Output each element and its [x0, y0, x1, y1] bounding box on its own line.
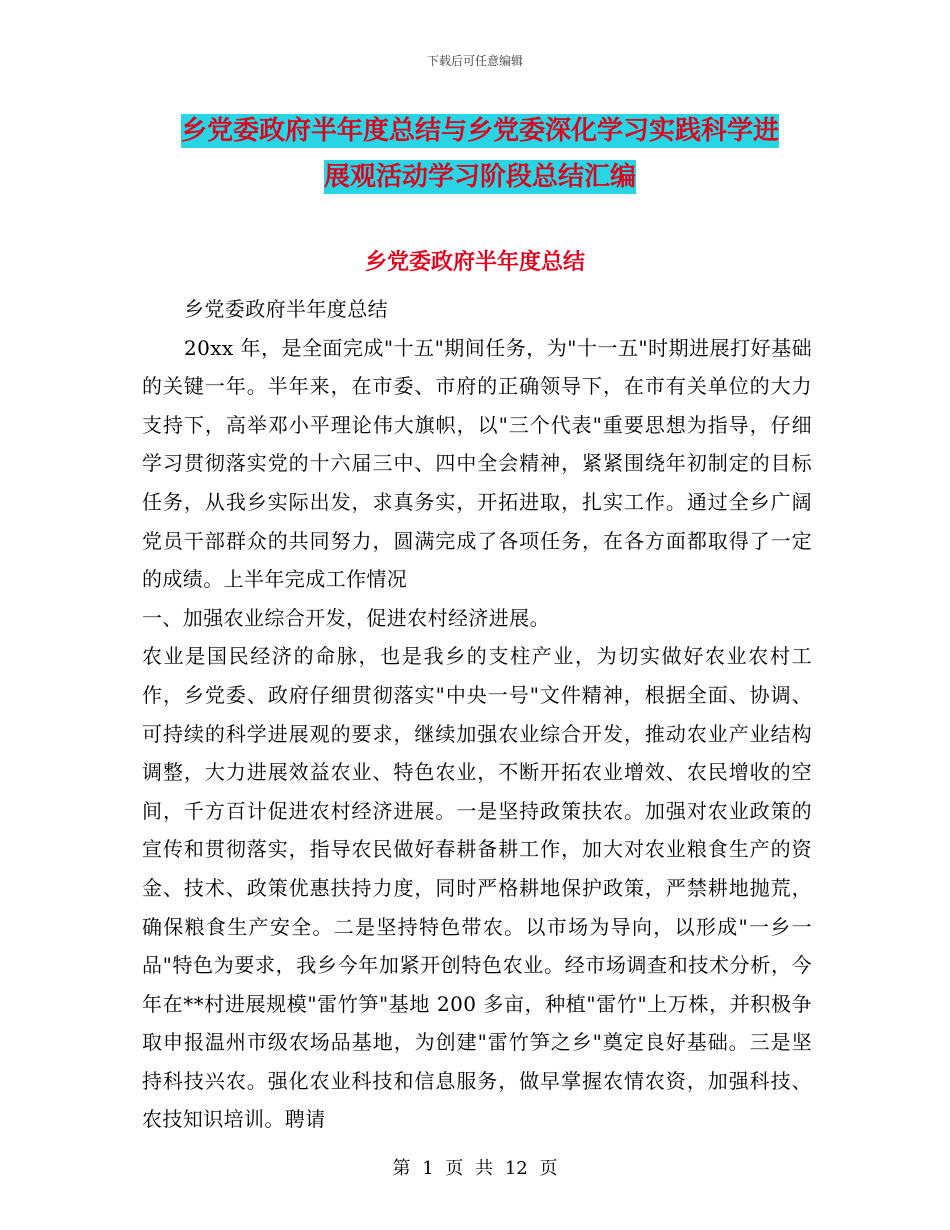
- body-subtitle: 乡党委政府半年度总结: [184, 297, 388, 321]
- body-paragraph: 20xx 年，是全面完成"十五"期间任务，为"十一五"时期进展打好基础的关键一年。半年来，在市委、市府的正确领导下，在市有关单位的大力支持下，高举邓小平理论伟大旗帜，以"三个代表"重要思想为指导，仔细学习贯彻落实党的十六届三中、四中全会精神，紧紧围绕年初制定的目标任务，从我乡实际出发，求真务实，开拓进取，扎实工作。通过全乡广阔党员干部群众的共同努力，圆满完成了各项任务，在各方面都取得了一定的成绩。上半年完成工作情况: [142, 335, 812, 592]
- document-body: [142, 290, 812, 1139]
- header-note: 下载后可任意编辑: [426, 54, 523, 68]
- document-title-line2: 展观活动学习阶段总结汇编: [323, 162, 636, 192]
- document-title: [140, 108, 820, 200]
- section-title: 乡党委政府半年度总结: [364, 250, 585, 275]
- body-heading: 一、加强农业综合开发，促进农村经济进展。: [142, 605, 550, 630]
- page-footer: 第 1 页 共 12 页: [392, 1158, 558, 1179]
- body-paragraph: 农业是国民经济的命脉，也是我乡的支柱产业，为切实做好农业农村工作，乡党委、政府仔细贯彻落实"中央一号"文件精神，根据全面、协调、可持续的科学进展观的要求，继续加强农业综合开发，推动农业产业结构调整，大力进展效益农业、特色农业，不断开拓农业增效、农民增收的空间，千方百计促进农村经济进展。一是坚持政策扶农。加强对农业政策的宣传和贯彻落实，指导农民做好春耕备耕工作，加大对农业粮食生产的资金、技术、政策优惠扶持力度，同时严格耕地保护政策，严禁耕地抛荒，确保粮食生产安全。二是坚持特色带农。以市场为导向，以形成"一乡一品"特色为要求，我乡今年加紧开创特色农业。经市场调查和技术分析，今年在**村进展规模"雷竹笋"基地 200 多亩，种植"雷竹"上万株，并积极争取申报温州市级农场品基地，为创建"雷竹笋之乡"奠定良好基础。三是坚持科技兴农。强化农业科技和信息服务，做早掌握农情农资，加强科技、农技知识培训。聘请: [142, 644, 812, 1132]
- document-title-line1: 乡党委政府半年度总结与乡党委深化学习实践科学进: [180, 116, 779, 146]
